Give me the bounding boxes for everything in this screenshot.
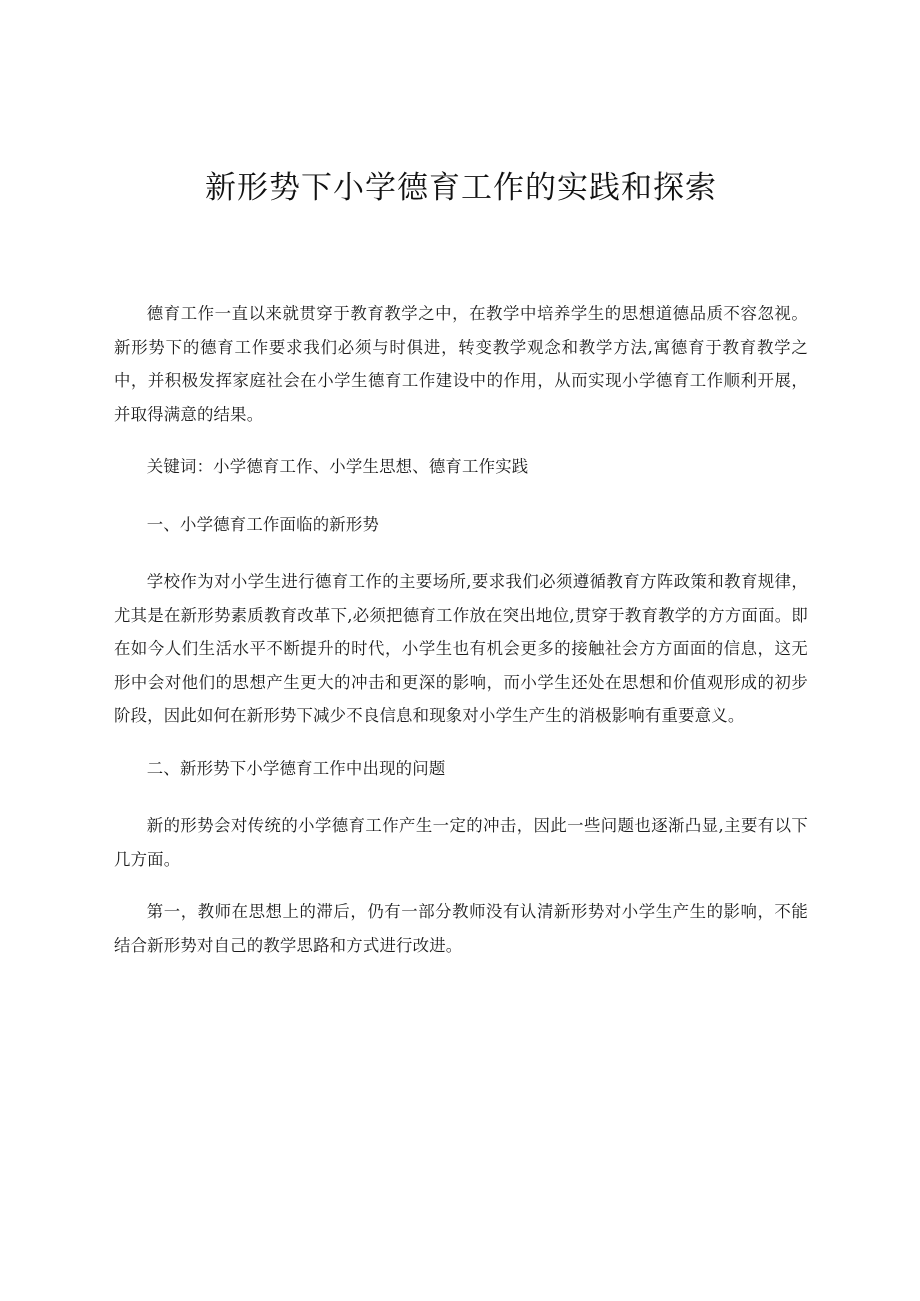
- section-1-heading: 一、小学德育工作面临的新形势: [146, 514, 380, 534]
- section-1-paragraph: 学校作为对小学生进行德育工作的主要场所,要求我们必须遵循教育方阵政策和教育规律，尤其是在新形势素质教育改革下,必须把德育工作放在突出地位,贯穿于教育教学的方方面面。即在如今人们生活水平不断提升的时代，小学生也有机会更多的接触社会方方面面的信息，这无形中会对他们的思想产生更大的冲击和更深的影响，而小学生还处在思想和价值观形成的初步阶段，因此如何在新形势下减少不良信息和现象对小学生产生的消极影响有重要意义。: [114, 572, 808, 725]
- document-body: [114, 297, 808, 962]
- keywords-line: 关键词：小学德育工作、小学生思想、德育工作实践: [146, 457, 529, 476]
- section-2-paragraph-1: 新的形势会对传统的小学德育工作产生一定的冲击，因此一些问题也逐渐凸显,主要有以下几方面。: [114, 816, 808, 869]
- document-title: 新形势下小学德育工作的实践和探索: [205, 170, 717, 206]
- section-2-paragraph-2: 第一，教师在思想上的滞后，仍有一部分教师没有认清新形势对小学生产生的影响，不能结合新形势对自己的教学思路和方式进行改进。: [114, 902, 808, 955]
- abstract-paragraph: 德育工作一直以来就贯穿于教育教学之中，在教学中培养学生的思想道德品质不容忽视。新形势下的德育工作要求我们必须与时俱进，转变教学观念和教学方法,寓德育于教育教学之中，并积极发挥家庭社会在小学生德育工作建设中的作用，从而实现小学德育工作顺利开展，并取得满意的结果。: [114, 304, 808, 424]
- section-2-heading: 二、新形势下小学德育工作中出现的问题: [146, 758, 446, 778]
